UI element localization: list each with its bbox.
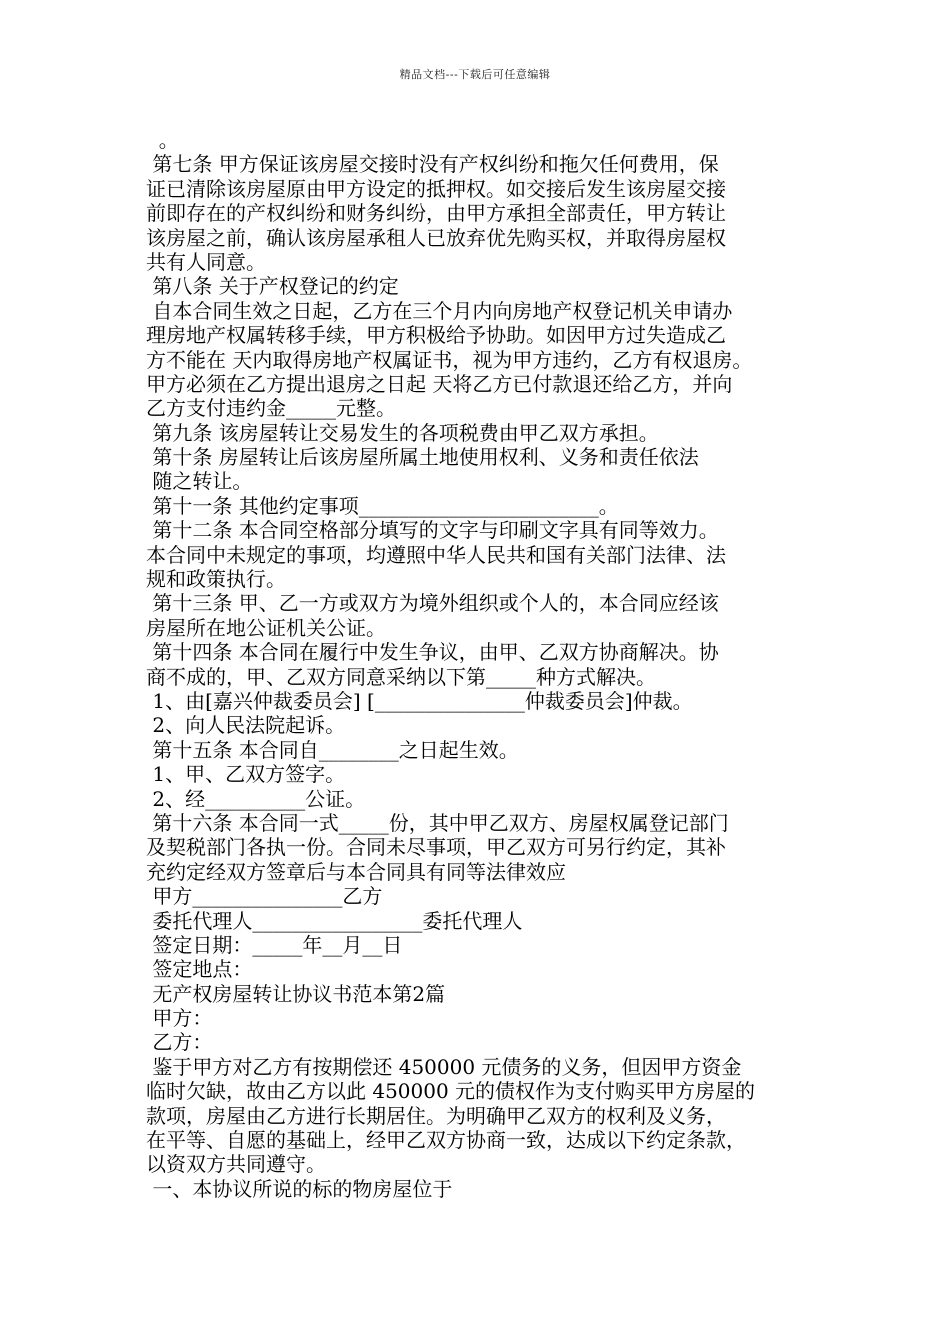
text-line: 1、甲、乙双方签字。 xyxy=(146,762,346,787)
text-line: 商不成的，甲、乙双方同意采纳以下第_____种方式解决。 xyxy=(146,664,656,689)
text-line: 充约定经双方签章后与本合同具有同等法律效应 xyxy=(146,859,566,884)
text-line: 证已清除该房屋原由甲方设定的抵押权。如交接后发生该房屋交接 xyxy=(146,176,726,201)
text-line: 第九条 该房屋转让交易发生的各项税费由甲乙双方承担。 xyxy=(146,420,659,445)
text-line: 鉴于甲方对乙方有按期偿还 450000 元债务的义务，但因甲方资金 xyxy=(146,1054,742,1079)
text-line: 及契税部门各执一份。合同未尽事项，甲乙双方可另行约定，其补 xyxy=(146,835,726,860)
text-line: 第十四条 本合同在履行中发生争议，由甲、乙双方协商解决。协 xyxy=(146,640,719,665)
text-line: 以资双方共同遵守。 xyxy=(146,1152,326,1177)
text-line: 第十三条 甲、乙一方或双方为境外组织或个人的，本合同应经该 xyxy=(146,591,719,616)
text-line: 委托代理人_________________委托代理人 xyxy=(146,908,523,933)
text-line: 乙方： xyxy=(146,1030,213,1055)
text-line: 自本合同生效之日起，乙方在三个月内向房地产权登记机关申请办 xyxy=(146,298,733,323)
text-line: 第十六条 本合同一式_____份，其中甲乙双方、房屋权属登记部门 xyxy=(146,810,729,835)
page-header: 精品文档---下载后可任意编辑 xyxy=(399,68,551,81)
document-body xyxy=(146,128,822,1201)
text-line: 理房地产权属转移手续，甲方积极给予协助。如因甲方过失造成乙 xyxy=(146,323,726,348)
text-line: 该房屋之前，确认该房屋承租人已放弃优先购买权，并取得房屋权 xyxy=(146,225,726,250)
text-line: 乙方支付违约金_____元整。 xyxy=(146,396,396,421)
text-line: 款项，房屋由乙方进行长期居住。为明确甲乙双方的权利及义务， xyxy=(146,1103,726,1128)
text-line: 第八条 关于产权登记的约定 xyxy=(146,274,399,299)
text-line: 第十一条 其他约定事项________________________。 xyxy=(146,493,619,518)
text-line: 1、由[嘉兴仲裁委员会] [_______________仲裁委员会]仲裁。 xyxy=(146,688,693,713)
text-line: 甲方： xyxy=(146,1006,213,1031)
text-line: 房屋所在地公证机关公证。 xyxy=(146,615,386,640)
text-line: 前即存在的产权纠纷和财务纠纷，由甲方承担全部责任，甲方转让 xyxy=(146,201,726,226)
text-line: 第十条 房屋转让后该房屋所属土地使用权利、义务和责任依法 xyxy=(146,445,699,470)
text-line: 临时欠缺，故由乙方以此 450000 元的债权作为支付购买甲方房屋的 xyxy=(146,1079,756,1104)
text-line: 方不能在 天内取得房地产权属证书，视为甲方违约，乙方有权退房。 xyxy=(146,347,753,372)
text-line: 2、向人民法院起诉。 xyxy=(146,713,346,738)
text-line: 无产权房屋转让协议书范本第2篇 xyxy=(146,981,446,1006)
text-line: 。 xyxy=(146,128,179,152)
text-line: 随之转让。 xyxy=(146,469,253,494)
text-line: 甲方_______________乙方 xyxy=(146,884,383,909)
text-line: 签定地点： xyxy=(146,957,253,982)
text-line: 在平等、自愿的基础上，经甲乙双方协商一致，达成以下约定条款， xyxy=(146,1128,746,1153)
text-line: 规和政策执行。 xyxy=(146,567,286,592)
text-line: 一、本协议所说的标的物房屋位于 xyxy=(146,1176,453,1201)
text-line: 第十五条 本合同自________之日起生效。 xyxy=(146,737,519,762)
text-line: 第十二条 本合同空格部分填写的文字与印刷文字具有同等效力。 xyxy=(146,518,719,543)
text-line: 甲方必须在乙方提出退房之日起 天将乙方已付款退还给乙方，并向 xyxy=(146,371,733,396)
text-line: 签定日期：_____年__月__日 xyxy=(146,932,403,957)
text-line: 本合同中未规定的事项，均遵照中华人民共和国有关部门法律、法 xyxy=(146,542,726,567)
text-line: 共有人同意。 xyxy=(146,249,266,274)
text-line: 2、经__________公证。 xyxy=(146,786,366,811)
text-line: 第七条 甲方保证该房屋交接时没有产权纠纷和拖欠任何费用，保 xyxy=(146,152,719,177)
